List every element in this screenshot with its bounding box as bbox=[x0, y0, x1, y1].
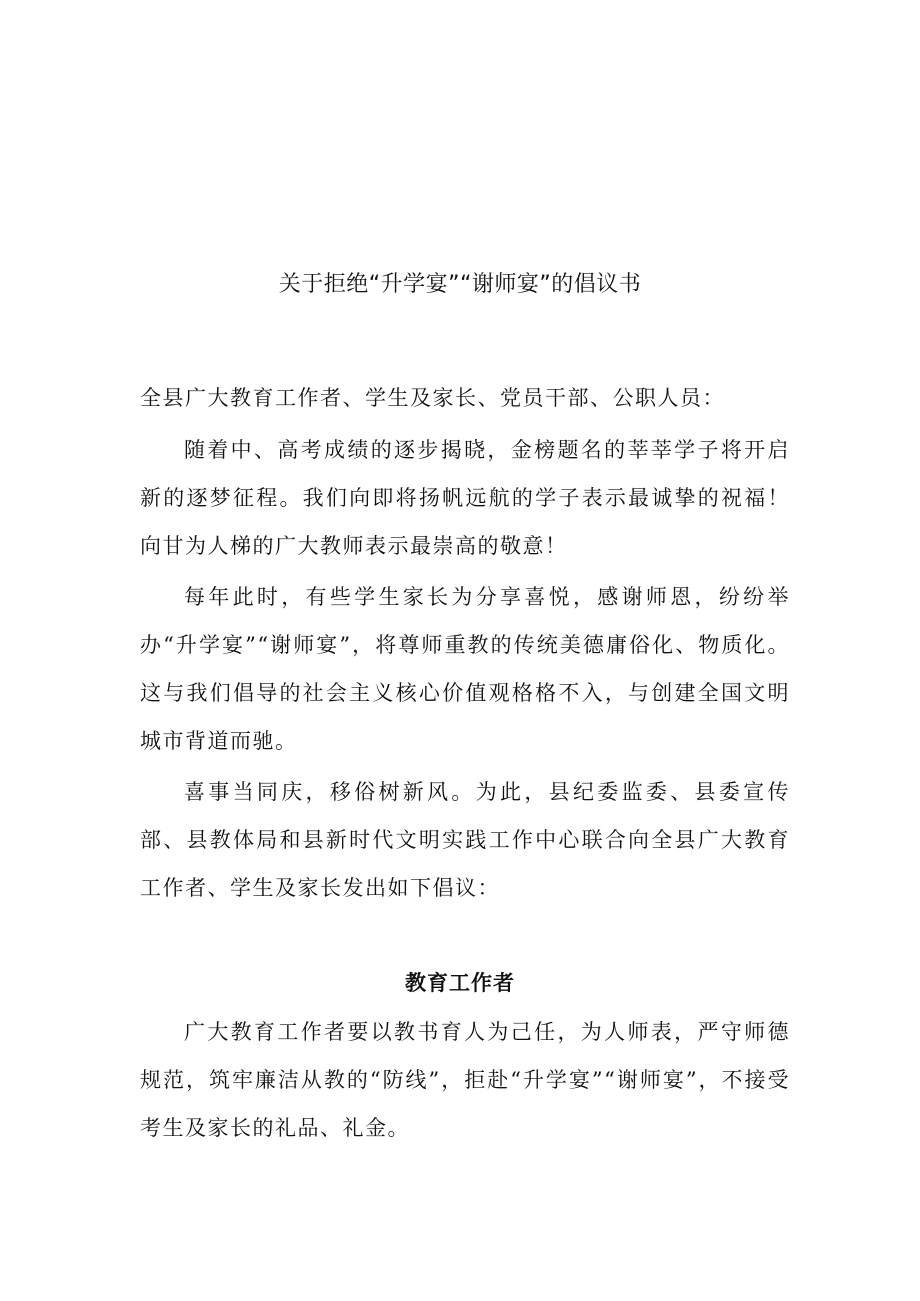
section-heading-educators: 教育工作者 bbox=[405, 971, 515, 995]
salutation: 全县广大教育工作者、学生及家长、党员干部、公职人员： bbox=[140, 386, 725, 410]
body-paragraph-1: 随着中、高考成绩的逐步揭晓，金榜题名的莘莘学子将开启新的逐梦征程。我们向即将扬帆远航的学子表示最诚挚的祝福！向甘为人梯的广大教师表示最崇高的敬意！ bbox=[140, 438, 790, 558]
section-paragraph-educators: 广大教育工作者要以教书育人为己任，为人师表，严守师德规范，筑牢廉洁从教的“防线”，拒赴“升学宴”“谢师宴”，不接受考生及家长的礼品、礼金。 bbox=[140, 1020, 790, 1140]
body-paragraph-2: 每年此时，有些学生家长为分享喜悦，感谢师恩，纷纷举办“升学宴”“谢师宴”，将尊师重教的传统美德庸俗化、物质化。这与我们倡导的社会主义核心价值观格格不入，与创建全国文明城市背道而驰。 bbox=[140, 585, 790, 753]
document-title: 关于拒绝“升学宴”“谢师宴”的倡议书 bbox=[278, 272, 642, 297]
body-paragraph-3: 喜事当同庆，移俗树新风。为此，县纪委监委、县委宣传部、县教体局和县新时代文明实践工作中心联合向全县广大教育工作者、学生及家长发出如下倡议： bbox=[140, 780, 790, 900]
